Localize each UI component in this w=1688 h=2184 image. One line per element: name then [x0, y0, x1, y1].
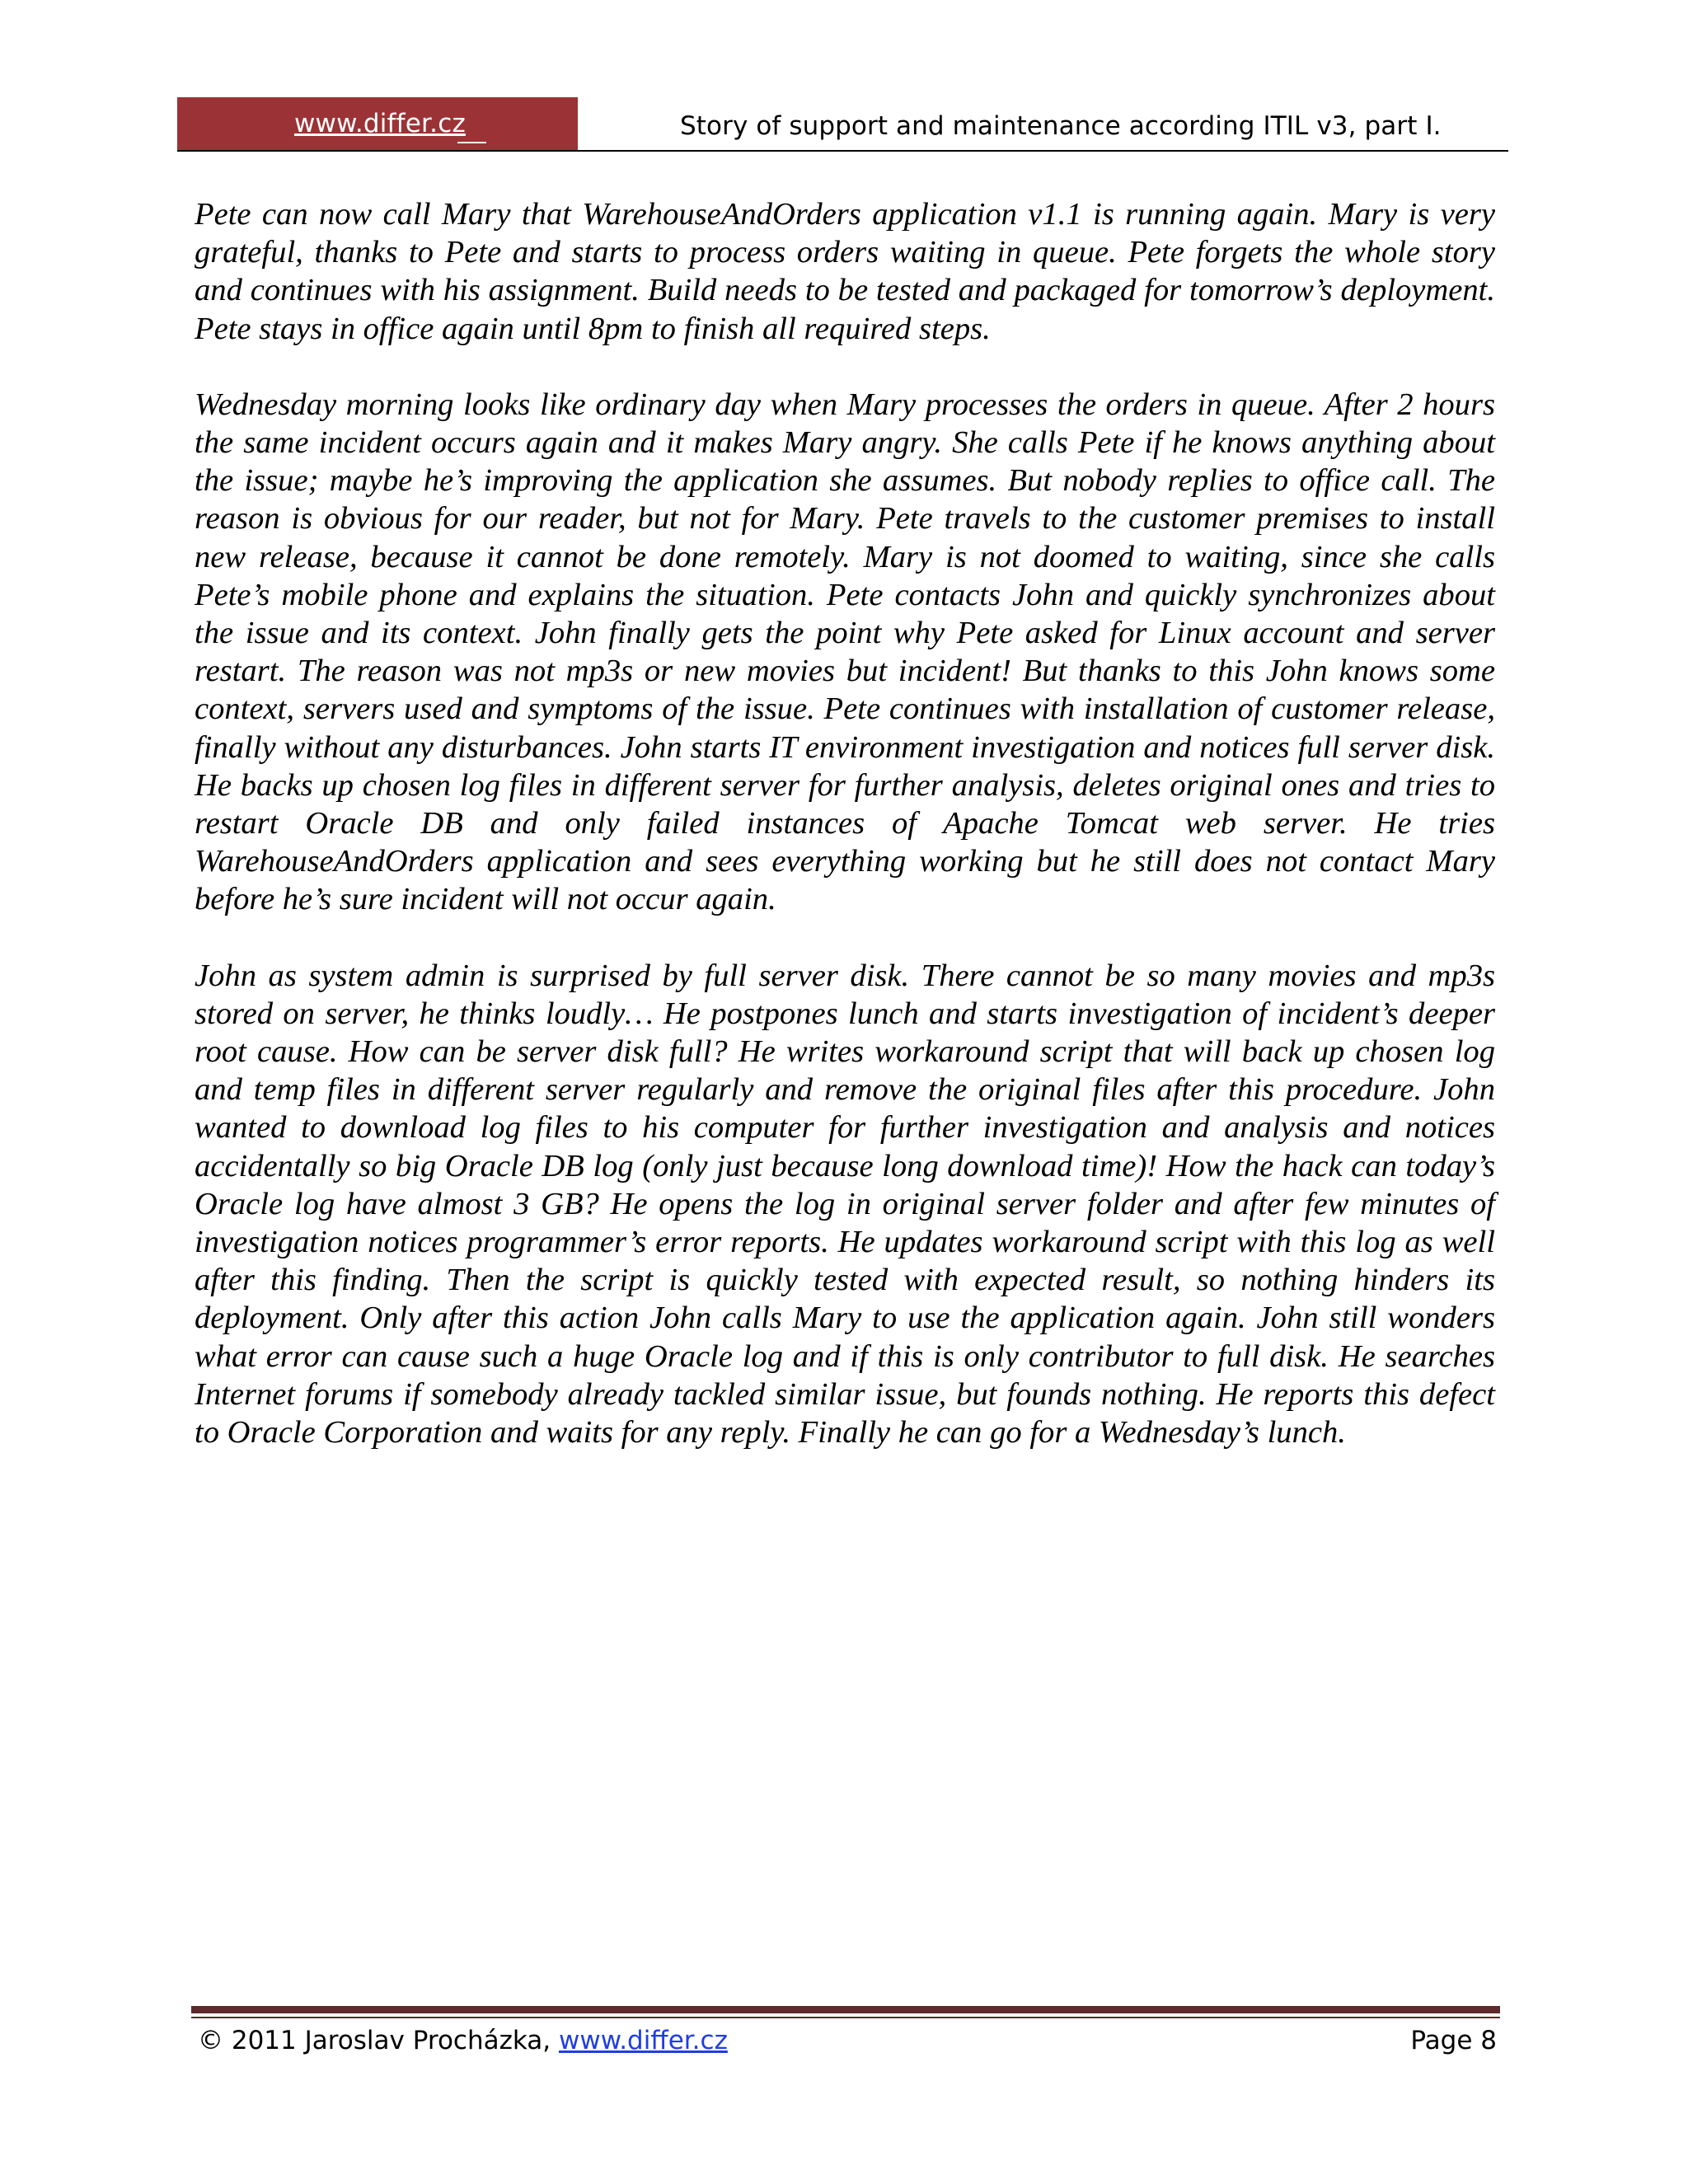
paragraph-2: Wednesday morning looks like ordinary day when Mary processes the orders in queue. After 2 hours the same incident occurs again and it makes Mary angry. She calls Pete if he knows anything about the issue; maybe he’s improving the application she assumes. But nobody replies to office call. The reason is obvious for our reader, but not for Mary. Pete travels to the customer premises to install new release, because it cannot be done remotely. Mary is not doomed to waiting, since she calls Pete’s mobile phone and explains the situation. Pete contacts John and quickly synchronizes about the issue and its context. John finally gets the point why Pete asked for Linux account and server restart. The reason was not mp3s or new movies but incident! But thanks to this John knows some context, servers used and symptoms of the issue. Pete continues with installation of customer release, finally without any disturbances. John starts IT environment investigation and notices full server disk. He backs up chosen log files in different server for further analysis, deletes original ones and tries to restart Oracle DB and only failed instances of Apache Tomcat web server. He tries WarehouseAndOrders application and sees everything working but he still does not contact Mary before he’s sure incident will not occur again. [195, 387, 1495, 917]
footer-page-number: Page 8 [1410, 2026, 1497, 2055]
page-header [177, 97, 1508, 152]
header-band [177, 97, 578, 152]
footer-rule-thick [191, 2006, 1500, 2013]
page-body [195, 195, 1495, 1489]
footer-copyright-text: © 2011 Jaroslav Procházka, [198, 2026, 559, 2055]
header-site-link[interactable]: www.differ.cz [294, 109, 466, 138]
paragraph-1: Pete can now call Mary that WarehouseAndOrders application v1.1 is running again. Mary is very grateful, thanks to Pete and starts to process orders waiting in queue. Pete forgets the whole story and continues with his assignment. Build needs to be tested and packaged for tomorrow’s deployment. Pete stays in office again until 8pm to finish all required steps. [195, 197, 1495, 346]
footer-rule-thin [191, 2017, 1500, 2018]
footer-copyright [198, 2026, 728, 2055]
header-rule [177, 150, 1508, 152]
header-link-underline [457, 142, 486, 143]
header-title: Story of support and maintenance according ITIL v3, part I. [680, 111, 1442, 141]
paragraph-3: John as system admin is surprised by full server disk. There cannot be so many movies and mp3s stored on server, he thinks loudly… He postpones lunch and starts investigation of incident’s deeper root cause. How can be server disk full? He writes workaround script that will back up chosen log and temp files in different server regularly and remove the original files after this procedure. John wanted to download log files to his computer for further investigation and analysis and notices accidentally so big Oracle DB log (only just because long download time)! How the hack can today’s Oracle log have almost 3 GB? He opens the log in original server folder and after few minutes of investigation notices programmer’s error reports. He updates workaround script with this log as well after this finding. Then the script is quickly tested with expected result, so nothing hinders its deployment. Only after this action John calls Mary to use the application again. John still wonders what error can cause such a huge Oracle log and if this is only contributor to full disk. He searches Internet forums if somebody already tackled similar issue, but founds nothing. He reports this defect to Oracle Corporation and waits for any reply. Finally he can go for a Wednesday’s lunch. [195, 958, 1495, 1451]
footer-site-link[interactable]: www.differ.cz [558, 2026, 728, 2055]
